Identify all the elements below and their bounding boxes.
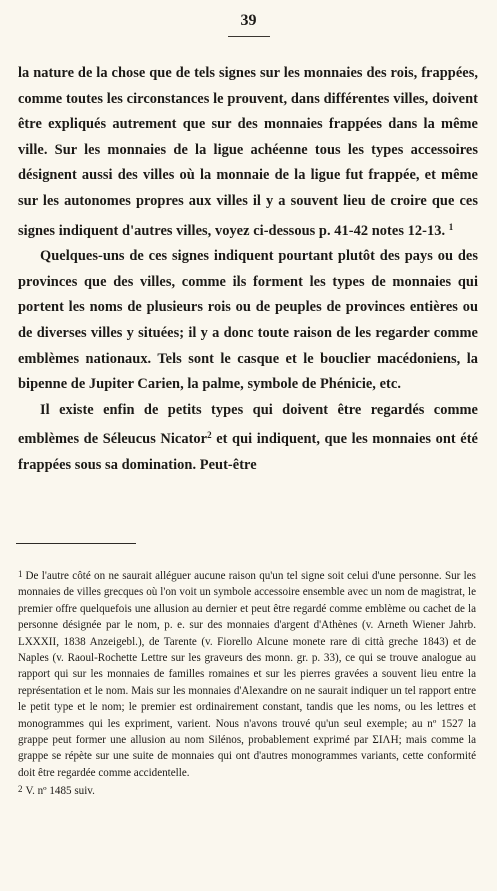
paragraph-3-text-a: Il existe enfin de petits types qui doivent être regardés comme emblèmes de Séleucus Nicator (18, 401, 478, 448)
footnote-ref-2: 2 (207, 430, 212, 441)
footnote-rule (16, 543, 136, 544)
footnote-2-text: V. nº 1485 suiv. (25, 785, 95, 798)
page-number: 39 (240, 12, 257, 29)
paragraph-2: Quelques-uns de ces signes indiquent pourtant plutôt des pays ou des provinces que des villes, comme ils forment les types de monnaies qui portent les noms de plusieurs rois ou de peuples de provinces entières ou de diverses villes y situées; il y a donc toute raison de les regarder comme emblèmes nationaux. Tels sont le casque et le bouclier macédoniens, la bipenne de Jupiter Carien, la palme, symbole de Phénicie, etc. (18, 248, 478, 393)
main-text (18, 61, 478, 479)
paragraph-1-text: la nature de la chose que de tels signes sur les monnaies des rois, frappées, comme toutes les circonstances le prouvent, dans différentes villes, doivent être expliqués autrement que sur des monnaies frappées dans la même ville. Sur les monnaies de la ligue achéenne tous les types accessoires désignent aussi des villes où la monnaie de la ligue fut frappée, et même sur les autonomes propres aux villes il y a souvent lieu de croire que ces signes indiquent d'autres villes, voyez ci-dessous p. 41-42 notes 12-13. (18, 65, 478, 239)
footnote-ref-1: 1 (448, 221, 454, 232)
footnote-1-text: De l'autre côté on ne saurait alléguer aucune raison qu'un tel signe soit celui d'une personne. Sur les monnaies de villes grecques où l'on voit un symbole accessoire ensemble avec un nom de magistrat, le premier offre quelquefois une allusion au dernier et peut être regardé comme emblème ou cachet de la personne désignée par le nom, p. e. sur des monnaies d'argent d'Athènes (v. Arneth Wiener Jahrb. LXXXII, 1838 Anzeigebl.), de Tarente (v. Fiorello Alcune monete rare di città greche 1843) et de Naples (v. Raoul-Rochette Lettre sur les graveurs des monn. gr. p. 33), ce qui se trouve analogue au rapport qui sur les monnaies de familles romaines et sur les pierres gravées a souvent lieu entre la représentation et le nom. Mais sur les monnaies d'Alexandre on ne saurait indiquer un tel rapport entre le petit type et le nom; le premier est ordinairement constant, tandis que les noms, ou les lettres et monogrammes qui les expriment, varient. Nous n'avons trouvé qu'un seul exemple; au nº 1527 la grappe peut former une allusion au nom Silénos, probablement exprimé par ΣΙΛΗ; mais comme la grappe se répète sur une suite de monnaies qui ont d'autres monogrammes variants, cette conformité doit être regardée comme accidentelle. (18, 570, 476, 779)
paragraph-3 (18, 398, 478, 479)
paragraph-1 (18, 61, 478, 244)
footnote-2-marker: 2 (18, 784, 23, 795)
header-rule (228, 36, 270, 37)
footnotes (18, 566, 476, 800)
footnote-1-marker: 1 (18, 569, 23, 579)
footnote-1 (18, 566, 476, 781)
footnote-2 (18, 781, 476, 799)
paragraph-3-text-b: et qui indiquent, que les monnaies ont été frappées sous sa domination. Peut-être (18, 431, 478, 473)
